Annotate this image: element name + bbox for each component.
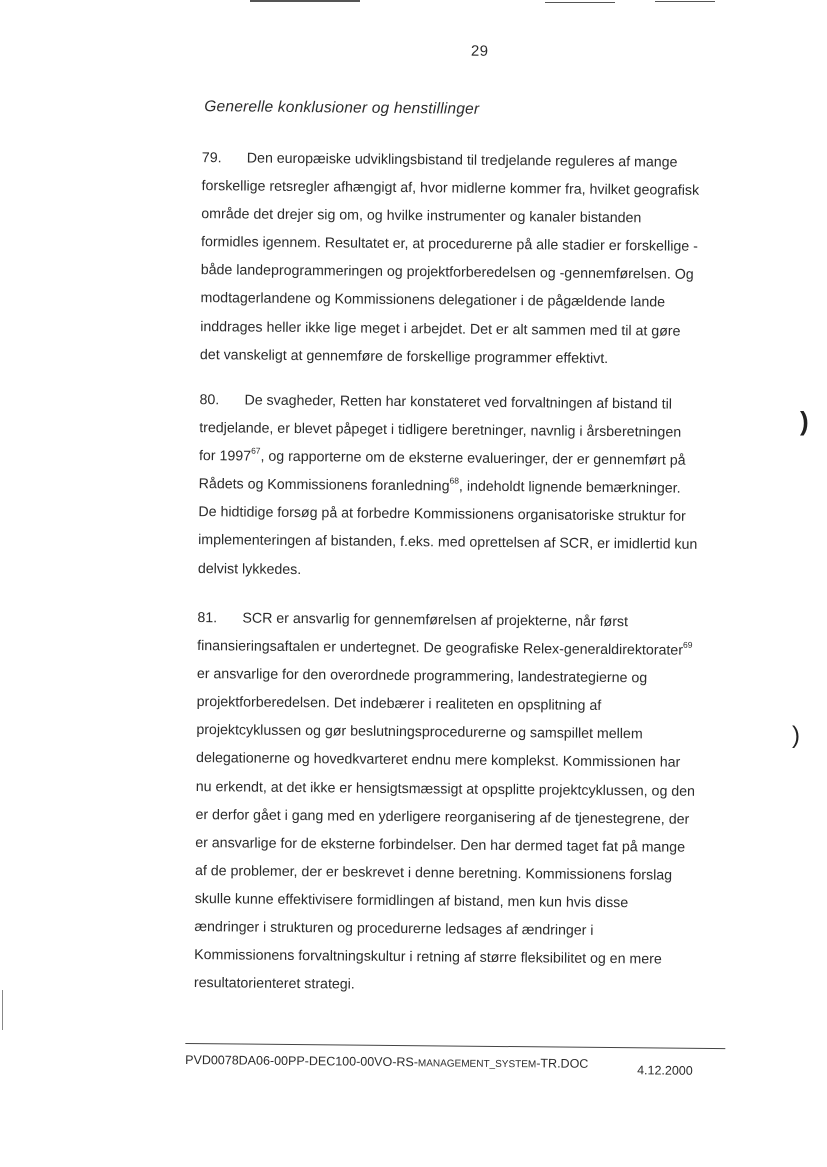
page-number: 29 <box>470 42 489 60</box>
document-id <box>185 1053 588 1071</box>
section-heading: Generelle konklusioner og henstillinger <box>204 98 480 118</box>
paragraph-line: nu erkendt, at det ikke er hensigtsmæssigt at opsplitte projektcyklussen, og den <box>195 778 696 800</box>
paragraph-line: er ansvarlige for den overordnede programmering, landestrategierne og <box>196 666 648 687</box>
line-text: Den europæiske udviklingsbistand til tredjelande reguleres af mange <box>246 150 678 171</box>
line-text: SCR er ansvarlig for gennemførelsen af projekterne, når først <box>242 610 629 631</box>
paragraph-number: 80. <box>199 392 220 409</box>
document-id-smallcaps: MANAGEMENT_SYSTEM <box>417 1058 537 1071</box>
paragraph-line: ændringer i strukturen og procedurerne ledsages af ændringer i <box>194 919 594 939</box>
line-text: , og rapporterne om de eksterne evalueringer, der er gennemført på <box>260 448 686 469</box>
line-text: Rådets og Kommissionens foranledning <box>198 476 450 495</box>
paragraph-line: af de problemer, der er beskrevet i denne beretning. Kommissionens forslag <box>194 862 673 884</box>
paragraph-79 <box>200 144 762 374</box>
line-text: De svagheder, Retten har konstateret ved forvaltningen af bistand til <box>244 392 673 413</box>
footnote-ref-69[interactable]: 69 <box>682 639 693 650</box>
paragraph-line: forskellige retsregler afhængigt af, hvor midlerne kommer fra, hvilket geografisk <box>201 178 700 199</box>
page-footer <box>185 1052 715 1078</box>
paragraph-number: 79. <box>201 150 222 167</box>
paragraph-line: De hidtidige forsøg på at forbedre Kommissionens organisatoriske struktur for <box>198 504 686 526</box>
paragraph-line: delvist lykkedes. <box>197 560 302 578</box>
paragraph-line: inddrages heller ikke lige meget i arbejdet. Det er alt sammen med til at gøre <box>200 318 681 340</box>
paragraph-line: både landeprogrammeringen og projektforberedelsen og -gennemførelsen. Og <box>200 262 694 284</box>
document-id-suffix: -TR.DOC <box>536 1056 589 1071</box>
footer-divider <box>185 1043 725 1049</box>
paragraph-line: det vanskeligt at gennemføre de forskellige programmer effektivt. <box>199 346 609 367</box>
paragraph-81 <box>194 604 758 1003</box>
paragraph-line: projektcyklussen og gør beslutningsprocedurerne og samspillet mellem <box>196 722 643 743</box>
paragraph-line: implementeringen af bistanden, f.eks. med oprettelsen af SCR, er imidlertid kun <box>198 532 698 554</box>
paragraph-line: resultatorienteret strategi. <box>193 975 355 993</box>
paragraph-line: er derfor gået i gang med en yderligere reorganisering af de tjenestegrene, der <box>195 806 690 828</box>
footnote-ref-67[interactable]: 67 <box>251 445 261 456</box>
paragraph-line: skulle kunne effektivisere formidlingen af bistand, men kun hvis disse <box>194 890 629 912</box>
paragraph-number: 81. <box>197 610 218 627</box>
paragraph-line: formidles igennem. Resultatet er, at procedurerne på alle stadier er forskellige - <box>200 234 698 256</box>
line-text: finansieringsaftalen er undertegnet. De geografiske Relex-generaldirektorater <box>197 638 684 659</box>
scan-artifact-bracket: ) <box>792 722 800 749</box>
scan-artifact-bracket: ) <box>800 406 809 436</box>
line-text: , indeholdt lignende bemærkninger. <box>458 478 681 497</box>
paragraph-line: område det drejer sig om, og hvilke instrumenter og kanaler bistanden <box>201 206 642 227</box>
paragraph-line: Kommissionens forvaltningskultur i retning af større fleksibilitet og en mere <box>194 947 662 968</box>
paragraph-line: er ansvarlige for de eksterne forbindelser. Den har dermed taget fat på mange <box>195 834 686 856</box>
document-date: 4.12.2000 <box>637 1063 693 1078</box>
footnote-ref-68[interactable]: 68 <box>449 475 460 486</box>
paragraph-80 <box>198 386 760 588</box>
paragraph-line: tredjelande, er blevet påpeget i tidligere beretninger, navnlig i årsberetningen <box>199 420 682 441</box>
line-text: for 1997 <box>198 448 252 465</box>
document-id-prefix: PVD0078DA06-00PP-DEC100-00VO-RS- <box>185 1052 418 1070</box>
paragraph-line: modtagerlandene og Kommissionens delegationer i de pågældende lande <box>200 290 666 312</box>
paragraph-line: projektforberedelsen. Det indebærer i realiteten en opsplitning af <box>196 694 602 715</box>
paragraph-line: delegationerne og hovedkvarteret endnu mere komplekst. Kommissionen har <box>196 750 681 772</box>
